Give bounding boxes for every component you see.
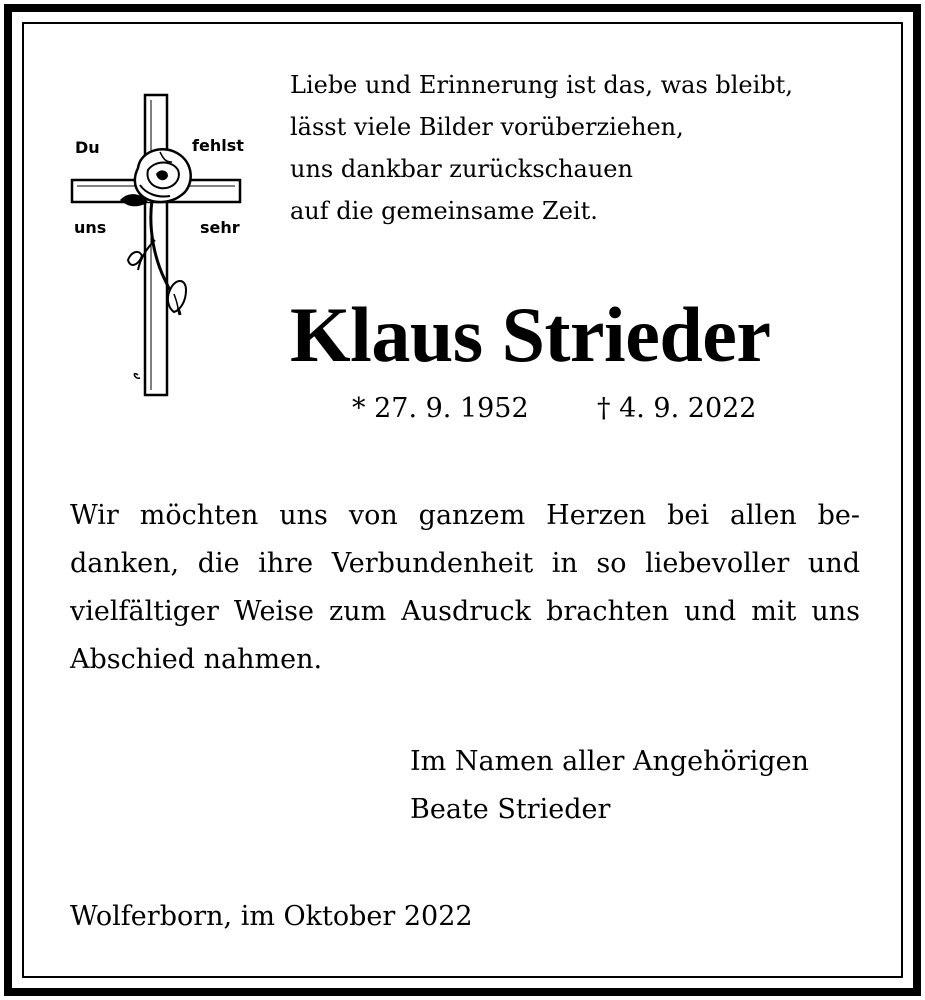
thanks-paragraph: Wir möchten uns von ganzem Herzen bei allen bedanken, die ihre Verbundenheit in so liebevoller und vielfältiger Weise zum Ausdruck brachten und mit uns Abschied nahmen.: [70, 500, 860, 675]
birth-date: * 27. 9. 1952: [352, 393, 529, 424]
emblem-word-uns: uns: [74, 218, 107, 237]
signature-line-name: Beate Strieder: [410, 794, 611, 825]
place-date: Wolferborn, im Oktober 2022: [70, 901, 473, 932]
emblem-word-sehr: sehr: [200, 218, 240, 237]
poem-line: Liebe und Erinnerung ist das, was bleibt,: [290, 71, 793, 99]
poem: [290, 64, 793, 232]
poem-line: lässt viele Bilder vorüberziehen,: [290, 113, 684, 141]
emblem-word-fehlst: fehlst: [192, 136, 244, 155]
poem-line: auf die gemeinsame Zeit.: [290, 197, 598, 225]
signature-block: [410, 738, 809, 834]
death-date: † 4. 9. 2022: [597, 393, 757, 424]
deceased-name: Klaus Strieder: [290, 291, 771, 378]
cross-emblem: [60, 90, 260, 400]
poem-line: uns dankbar zurückschauen: [290, 155, 633, 183]
emblem-word-du: Du: [75, 138, 100, 157]
signature-line-family: Im Namen aller Angehörigen: [410, 746, 809, 777]
